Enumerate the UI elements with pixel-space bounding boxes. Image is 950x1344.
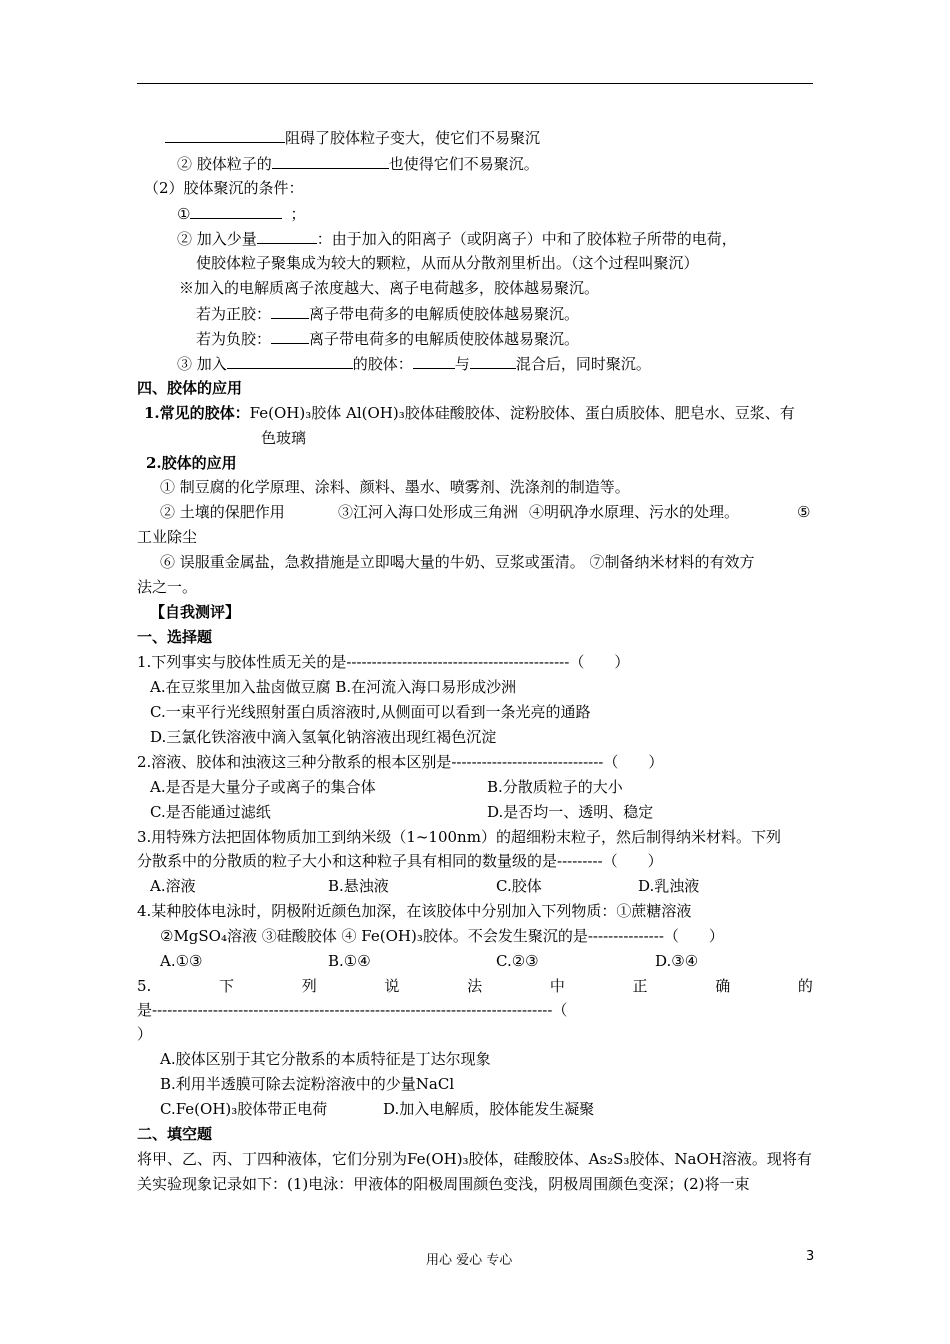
- option[interactable]: D.三氯化铁溶液中滴入氢氧化钠溶液出现红褐色沉淀: [150, 728, 497, 746]
- blank[interactable]: [271, 328, 309, 344]
- selftest-heading: 【自我测评】: [150, 603, 241, 621]
- option[interactable]: C.是否能通过滤纸: [150, 803, 271, 821]
- option[interactable]: A.溶液: [150, 877, 196, 895]
- question-5-cont: 是-------------------------------------------------------------------------------（: [137, 1001, 568, 1019]
- option[interactable]: A.在豆浆里加入盐卤做豆腐 B.在河流入海口易形成沙洲: [150, 678, 517, 696]
- option[interactable]: A.①③: [160, 952, 203, 970]
- option[interactable]: B.悬浊液: [328, 877, 389, 895]
- footer-text: 用心 爱心 专心: [426, 1253, 513, 1268]
- option[interactable]: A.胶体区别于其它分散系的本质特征是丁达尔现象: [160, 1050, 491, 1068]
- option[interactable]: C.一束平行光线照射蛋白质溶液时,从侧面可以看到一条光亮的通路: [150, 703, 591, 721]
- option[interactable]: A.是否是大量分子或离子的集合体: [150, 778, 376, 796]
- text-line: ① 制豆腐的化学原理、涂料、颜料、墨水、喷雾剂、洗涤剂的制造等。: [160, 478, 630, 496]
- option[interactable]: C.胶体: [496, 877, 542, 895]
- option[interactable]: C.②③: [496, 952, 539, 970]
- text-line: 法之一。: [137, 578, 198, 596]
- text-line: 工业除尘: [137, 528, 198, 546]
- text-line: ② 土壤的保肥作用: [160, 503, 285, 521]
- blank[interactable]: [272, 153, 389, 169]
- option[interactable]: B.利用半透膜可除去淀粉溶液中的少量NaCl: [160, 1075, 455, 1093]
- text-line: 色玻璃: [261, 429, 307, 447]
- blank[interactable]: [470, 353, 516, 369]
- option[interactable]: C.Fe(OH)₃胶体带正电荷: [160, 1100, 328, 1118]
- text-line: （2）胶体聚沉的条件：: [144, 179, 304, 197]
- question-4: 4.某种胶体电泳时，阴极附近颜色加深，在该胶体中分别加入下列物质：①蔗糖溶液: [137, 902, 692, 920]
- option[interactable]: D.加入电解质，胶体能发生凝聚: [383, 1100, 595, 1118]
- section-heading: 四、胶体的应用: [137, 379, 243, 397]
- section-heading: 一、选择题: [137, 628, 213, 646]
- text-line: 若为正胶： 离子带电荷多的电解质使胶体越易聚沉。: [196, 305, 580, 323]
- subsection-heading: 2.胶体的应用: [146, 454, 237, 472]
- blank[interactable]: [190, 203, 282, 219]
- blank[interactable]: [271, 303, 309, 319]
- text-line: ① ；: [177, 205, 306, 223]
- section-heading: 二、填空题: [137, 1125, 213, 1143]
- option[interactable]: B.①④: [328, 952, 371, 970]
- question-5: 5. 下 列 说 法 中 正 确 的: [137, 977, 813, 995]
- option[interactable]: D.③④: [655, 952, 699, 970]
- text-line: ※加入的电解质离子浓度越大、离子电荷越多，胶体越易聚沉。: [179, 279, 600, 297]
- text-line: ③江河入海口处形成三角洲: [338, 503, 519, 521]
- blank[interactable]: [227, 353, 353, 369]
- option[interactable]: D.乳浊液: [638, 877, 700, 895]
- option[interactable]: B.分散质粒子的大小: [487, 778, 623, 796]
- text-line: 使胶体粒子聚集成为较大的颗粒，从而从分散剂里析出。（这个过程叫聚沉）: [196, 254, 699, 272]
- page-number: 3: [806, 1249, 815, 1264]
- text-line: ⑥ 误服重金属盐，急救措施是立即喝大量的牛奶、豆浆或蛋清。 ⑦制备纳米材料的有效方: [160, 553, 755, 571]
- text-line: ③ 加入 的胶体： 与 混合后，同时聚沉。: [177, 355, 651, 373]
- blank[interactable]: [413, 353, 455, 369]
- blank[interactable]: [165, 127, 285, 143]
- text-line: ② 胶体粒子的 也使得它们不易聚沉。: [177, 155, 539, 173]
- question-5-paren: ）: [137, 1025, 153, 1043]
- question-3: 3.用特殊方法把固体物质加工到纳米级（1~100nm）的超细粉末粒子，然后制得纳米材料。下列: [137, 828, 781, 846]
- text-line: 若为负胶： 离子带电荷多的电解质使胶体越易聚沉。: [196, 330, 580, 348]
- question-1: 1.下列事实与胶体性质无关的是--------------------------------------------（ ）: [137, 653, 630, 671]
- text-line: ② 加入少量 ：由于加入的阳离子（或阴离子）中和了胶体粒子所带的电荷，: [177, 230, 737, 248]
- text-line: 关实验现象记录如下：(1)电泳：甲液体的阳极周围颜色变浅，阴极周围颜色变深；(2)将一束: [137, 1175, 750, 1193]
- header-rule: [137, 83, 813, 84]
- text-line: 将甲、乙、丙、丁四种液体，它们分别为Fe(OH)₃胶体，硅酸胶体、As₂S₃胶体、NaOH溶液。现将有: [137, 1150, 812, 1168]
- text-line: 1.常见的胶体：Fe(OH)₃胶体 Al(OH)₃胶体硅酸胶体、淀粉胶体、蛋白质胶体、肥皂水、豆浆、有: [144, 404, 795, 422]
- option[interactable]: D.是否均一、透明、稳定: [487, 803, 654, 821]
- text-line: ④明矾净水原理、污水的处理。: [529, 503, 740, 521]
- question-2: 2.溶液、胶体和浊液这三种分散系的根本区别是------------------------------（ ）: [137, 753, 664, 771]
- text-line: ⑤: [797, 503, 811, 521]
- text-line: 阻碍了胶体粒子变大，使它们不易聚沉: [165, 127, 540, 148]
- blank[interactable]: [257, 228, 317, 244]
- question-4-cont: ②MgSO₄溶液 ③硅酸胶体 ④ Fe(OH)₃胶体。不会发生聚沉的是---------------（ ）: [160, 927, 724, 945]
- question-3-cont: 分散系中的分散质的粒子大小和这种粒子具有相同的数量级的是---------（ ）: [137, 852, 663, 870]
